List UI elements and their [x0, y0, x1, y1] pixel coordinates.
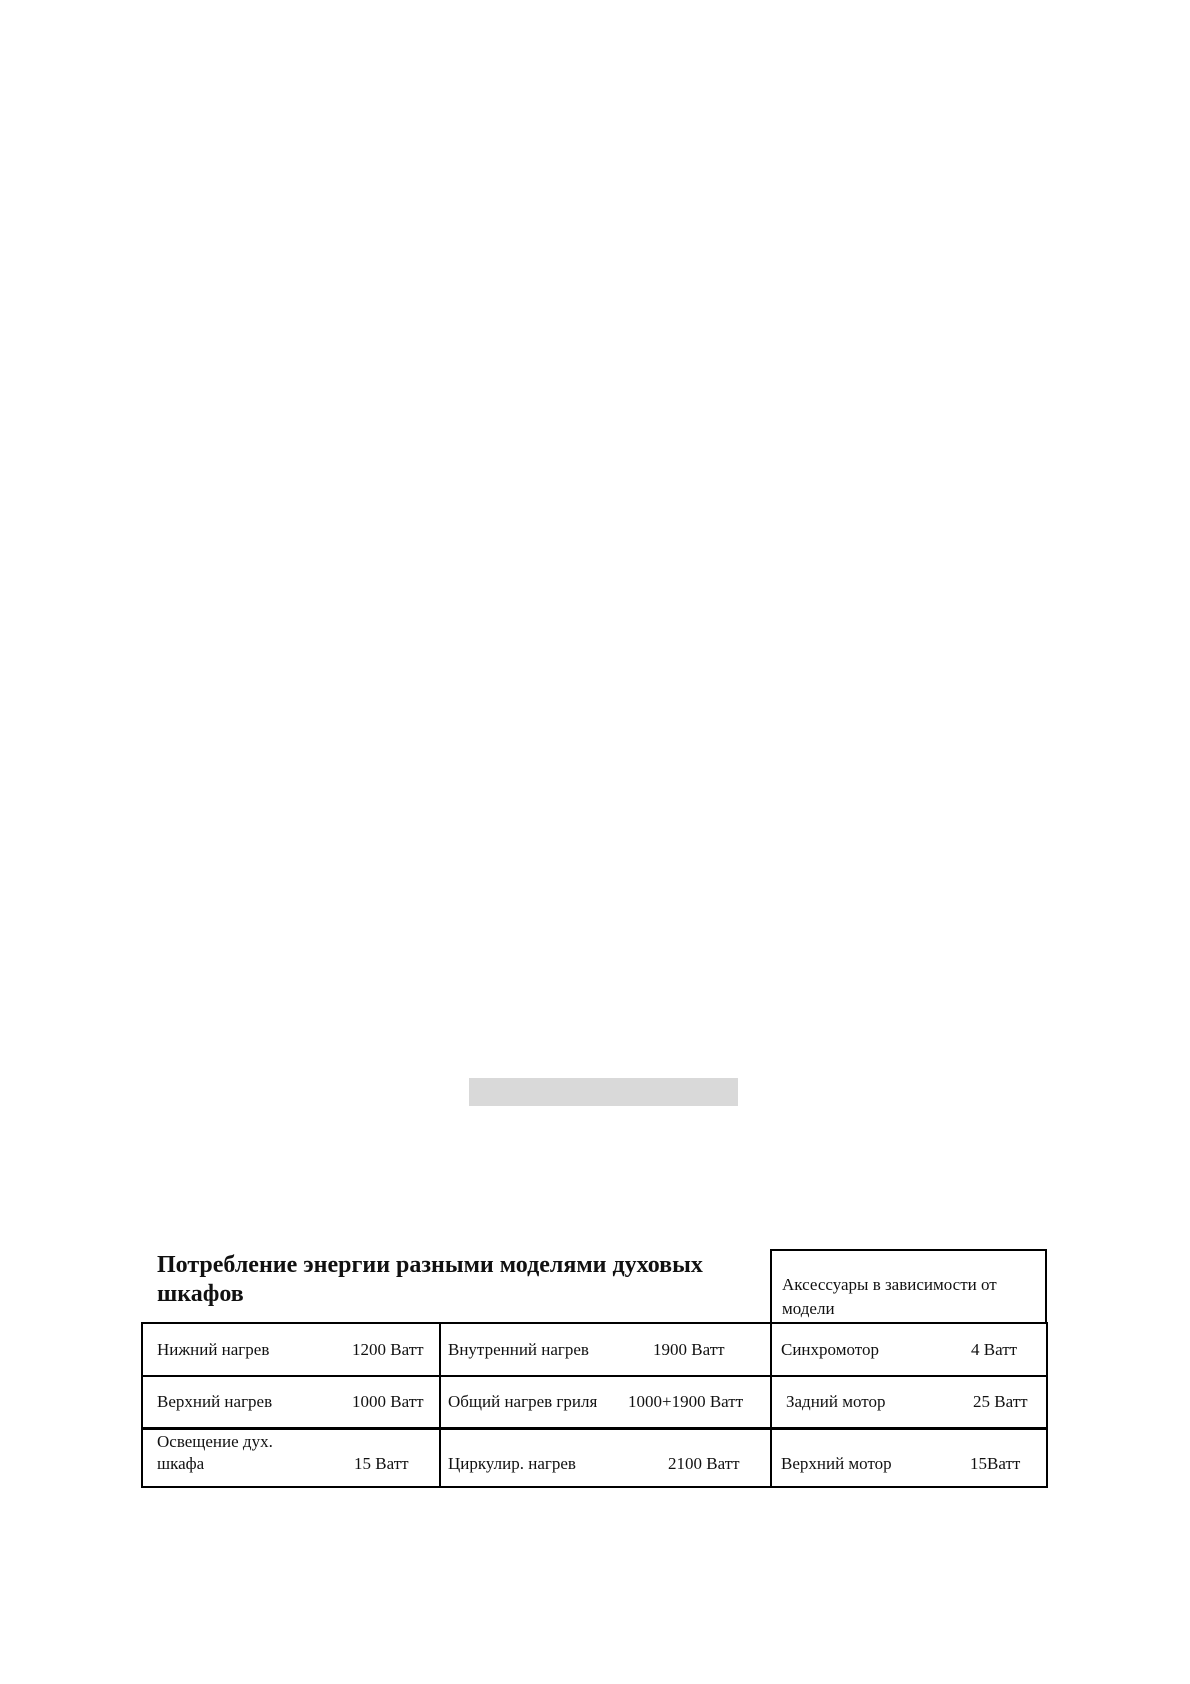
table-cell-value: 2100 Ватт	[668, 1454, 740, 1473]
table-cell-name: Верхний мотор	[781, 1454, 892, 1473]
table-cell-name: Задний мотор	[786, 1392, 886, 1411]
row-divider	[143, 1375, 1046, 1377]
table-cell-value: 1000 Ватт	[352, 1392, 424, 1411]
table-cell-name: Верхний нагрев	[157, 1392, 273, 1411]
table-cell-name: Нижний нагрев	[157, 1340, 270, 1359]
table-cell-value: 1000+1900 Ватт	[628, 1392, 744, 1411]
column-divider	[770, 1324, 772, 1486]
row-divider	[143, 1427, 1046, 1430]
gray-bar	[469, 1078, 738, 1106]
table-cell-name: Освещение дух. шкафа	[157, 1432, 273, 1473]
table-cell-value: 15 Ватт	[354, 1454, 409, 1473]
power-table	[141, 1322, 1048, 1488]
table-cell-value: 25 Ватт	[973, 1392, 1028, 1411]
table-cell-name: Циркулир. нагрев	[448, 1454, 576, 1473]
table-cell-value: 1200 Ватт	[352, 1340, 424, 1359]
page-title: Потребление энергии разными моделями духовых шкафов	[157, 1252, 703, 1307]
accessories-header: Аксессуары в зависимости от модели	[770, 1249, 1047, 1324]
table-cell-name: Синхромотор	[781, 1340, 879, 1359]
table-cell-value: 15Ватт	[970, 1454, 1021, 1473]
table-cell-value: 1900 Ватт	[653, 1340, 725, 1359]
table-cell-name: Внутренний нагрев	[448, 1340, 589, 1359]
column-divider	[439, 1324, 441, 1486]
table-cell-name: Общий нагрев гриля	[448, 1392, 598, 1411]
table-cell-value: 4 Ватт	[971, 1340, 1018, 1359]
